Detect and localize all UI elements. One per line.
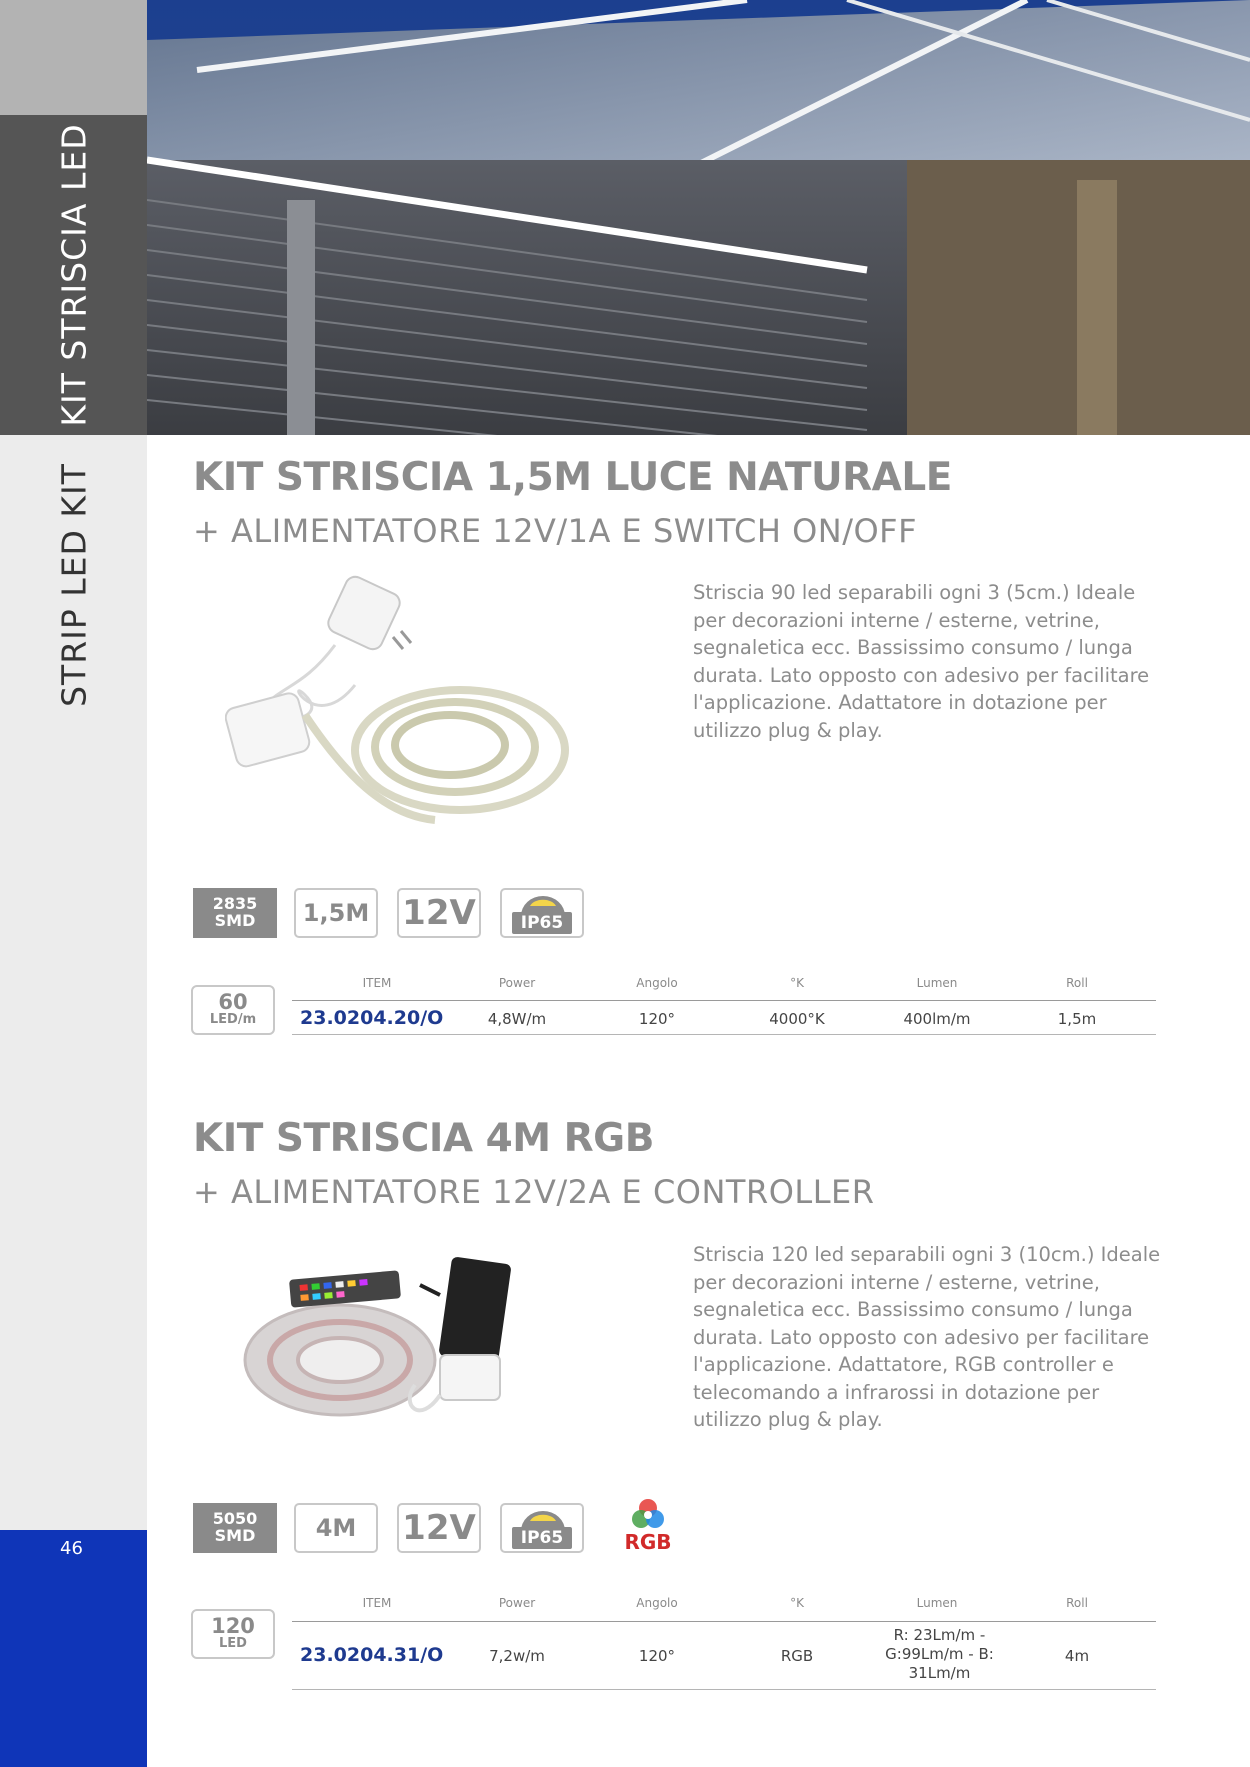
section2-product-image [240, 1255, 530, 1439]
col-header-item: ITEM [362, 1596, 392, 1610]
sidebar-blue-block [0, 1530, 147, 1767]
item-code: 23.0204.31/O [300, 1644, 444, 1666]
col-header-kelvin: °K [790, 1596, 804, 1610]
item-code: 23.0204.20/O [300, 1007, 444, 1029]
col-header-power: Power [498, 976, 536, 990]
ip-rating-badge [500, 1503, 584, 1553]
col-header-roll: Roll [1066, 1596, 1088, 1610]
voltage-badge: 12V [397, 888, 481, 938]
cell-power: 4,8W/m [487, 1010, 547, 1028]
col-header-angle: Angolo [636, 976, 678, 990]
cell-roll: 1,5m [1057, 1010, 1097, 1028]
col-header-power: Power [498, 1596, 536, 1610]
section1-product-image [225, 575, 575, 834]
col-header-roll: Roll [1066, 976, 1088, 990]
led-count-unit: LED [219, 1636, 247, 1651]
section1-title: KIT STRISCIA 1,5M LUCE NATURALE [193, 455, 952, 500]
page-number: 46 [60, 1538, 83, 1559]
cell-kelvin: RGB [780, 1647, 814, 1665]
sidebar-title-english: STRIP LED KIT [54, 463, 94, 707]
col-header-angle: Angolo [636, 1596, 678, 1610]
section1-subtitle: + ALIMENTATORE 12V/1A E SWITCH ON/OFF [193, 512, 917, 550]
cell-angle: 120° [638, 1647, 676, 1665]
ip-rating-badge [500, 888, 584, 938]
cell-angle: 120° [638, 1010, 676, 1028]
ip-rating-label: IP65 [512, 1527, 572, 1549]
sidebar-top-block [0, 0, 147, 115]
section1-description: Striscia 90 led separabili ogni 3 (5cm.) Ideale per decorazioni interne / esterne, vetrine, segnaletica ecc. Bassissimo consumo / lunga durata. Lato opposto con adesivo per facilitare l'applicazione. Adattatore in dotazione per utilizzo plug & play. [693, 581, 1150, 742]
length-badge: 1,5M [294, 888, 378, 938]
ip-rating-label: IP65 [512, 912, 572, 934]
cell-power: 7,2w/m [489, 1647, 545, 1665]
rgb-label: RGB [624, 1530, 672, 1554]
length-badge: 4M [294, 1503, 378, 1553]
chip-type-badge [193, 888, 277, 938]
table-divider [292, 1621, 1156, 1622]
section2-title: KIT STRISCIA 4M RGB [193, 1116, 654, 1161]
col-header-lumen: Lumen [916, 1596, 958, 1610]
chip-type-label: SMD [214, 1526, 256, 1545]
table-bottom-rule [292, 1689, 1156, 1690]
chip-type-number: 2835 [212, 894, 258, 913]
chip-type-badge [193, 1503, 277, 1553]
col-header-kelvin: °K [790, 976, 804, 990]
col-header-lumen: Lumen [916, 976, 958, 990]
section1-spec-table [292, 972, 1156, 1036]
table-divider [292, 1000, 1156, 1001]
section2-description: Striscia 120 led separabili ogni 3 (10cm.) Ideale per decorazioni interne / esterne, vetrine, segnaletica ecc. Bassissimo consumo / lunga durata. Lato opposto con adesivo per facilitare l'applicazione. Adattatore, RGB controller e telecomando a infrarossi in dotazione per utilizzo plug & play. [693, 1243, 1161, 1431]
col-header-item: ITEM [362, 976, 392, 990]
led-count-unit: LED/m [209, 1012, 257, 1027]
rgb-badge [623, 1498, 673, 1558]
section1-led-count [191, 985, 275, 1035]
rgb-circles-icon [631, 1498, 665, 1530]
table-bottom-rule [292, 1034, 1156, 1035]
cell-lumen: 400lm/m [903, 1010, 971, 1028]
cell-lumen: R: 23Lm/m - G:99Lm/m - B: 31Lm/m [885, 1626, 994, 1682]
cell-roll: 4m [1064, 1647, 1090, 1665]
chip-type-number: 5050 [212, 1509, 258, 1528]
led-count-number: 120 [211, 1614, 255, 1638]
cell-kelvin: 4000°K [769, 1010, 825, 1028]
led-count-number: 60 [218, 990, 248, 1014]
section2-spec-table [292, 1592, 1156, 1692]
voltage-badge: 12V [397, 1503, 481, 1553]
chip-type-label: SMD [214, 911, 256, 930]
hero-photo [147, 0, 1250, 435]
section2-led-count [191, 1609, 275, 1659]
sidebar-title-italian: KIT STRISCIA LED [54, 123, 94, 427]
section2-subtitle: + ALIMENTATORE 12V/2A E CONTROLLER [193, 1173, 875, 1211]
